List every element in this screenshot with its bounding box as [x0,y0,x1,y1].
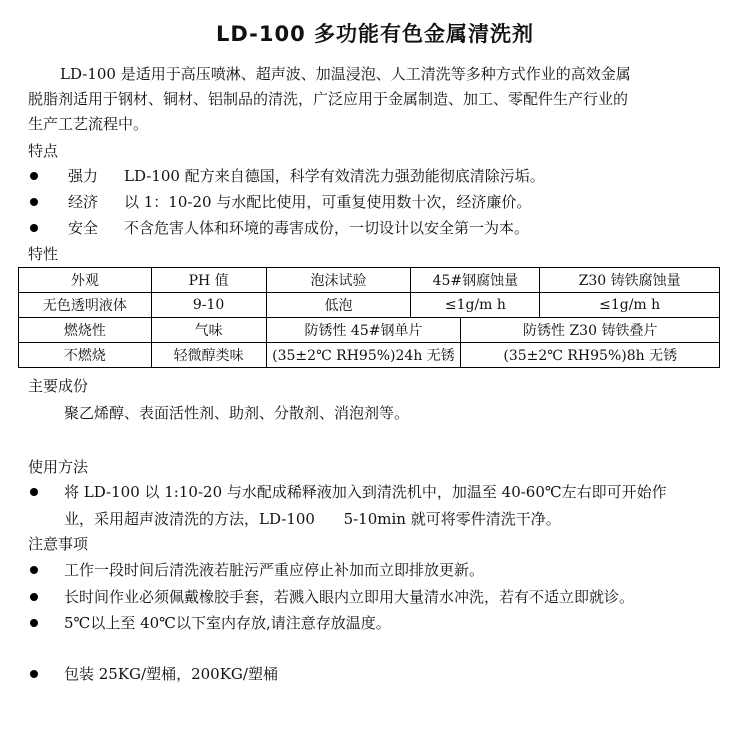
table-cell: 外观 [19,268,152,293]
feature-desc: 不含危害人体和环境的毒害成份，一切设计以安全第一为本。 [124,219,530,237]
table-cell: 45#钢腐蚀量 [411,268,540,293]
table-cell: 防锈性 45#钢单片 [266,318,461,343]
table-row [19,318,720,343]
table-cell: 低泡 [266,293,411,318]
feature-desc: LD-100 配方来自德国，科学有效清洗力强劲能彻底清除污垢。 [124,167,545,185]
properties-heading: 特性 [28,245,59,263]
table-cell: 泡沫试验 [266,268,411,293]
table-cell: ≤1g/m h [411,293,540,318]
usage-heading: 使用方法 [28,458,89,476]
feature-term: 强力 [68,167,99,185]
intro-line: LD-100 是适用于高压喷淋、超声波、加温浸泡、人工清洗等多种方式作业的高效金属 [60,65,631,83]
table-cell: 不燃烧 [19,343,152,368]
table-cell: 燃烧性 [19,318,152,343]
bullet-icon [30,172,38,180]
table-cell: (35±2℃ RH95%)8h 无锈 [461,343,720,368]
bullet-icon [30,593,38,601]
table-row [19,343,720,368]
properties-table [18,267,720,368]
table-cell: Z30 铸铁腐蚀量 [540,268,720,293]
table-cell: PH 值 [151,268,266,293]
table-row [19,268,720,293]
bullet-icon [30,488,38,496]
table-cell: (35±2℃ RH95%)24h 无锈 [266,343,461,368]
bullet-icon [30,566,38,574]
notes-heading: 注意事项 [28,535,89,553]
note-text: 5℃以上至 40℃以下室内存放,请注意存放温度。 [64,614,391,632]
intro-line: 生产工艺流程中。 [28,115,149,133]
note-text: 工作一段时间后清洗液若脏污严重应停止补加而立即排放更新。 [64,561,485,579]
bullet-icon [30,224,38,232]
table-cell: 气味 [151,318,266,343]
page-title: LD-100 多功能有色金属清洗剂 [215,22,535,46]
table-row [19,293,720,318]
composition-heading: 主要成份 [28,377,89,395]
features-heading: 特点 [28,142,59,160]
table-cell: 无色透明液体 [19,293,152,318]
feature-term: 经济 [68,193,99,211]
feature-term: 安全 [68,219,99,237]
table-cell: 防锈性 Z30 铸铁叠片 [461,318,720,343]
bullet-icon [30,198,38,206]
intro-line: 脱脂剂适用于钢材、铜材、铝制品的清洗，广泛应用于金属制造、加工、零配件生产行业的 [28,90,629,108]
table-cell: 轻微醇类味 [151,343,266,368]
usage-line: 业，采用超声波清洗的方法，LD-100 5-10min 就可将零件清洗干净。 [64,510,561,528]
bullet-icon [30,670,38,678]
feature-desc: 以 1：10-20 与水配比使用，可重复使用数十次，经济廉价。 [124,193,532,211]
note-text: 长时间作业必须佩戴橡胶手套，若溅入眼内立即用大量清水冲洗，若有不适立即就诊。 [64,588,635,606]
table-cell: ≤1g/m h [540,293,720,318]
composition-text: 聚乙烯醇、表面活性剂、助剂、分散剂、消泡剂等。 [64,404,410,422]
usage-line: 将 LD-100 以 1:10-20 与水配成稀释液加入到清洗机中，加温至 40-60℃左右即可开始作 [64,483,667,501]
table-cell: 9-10 [151,293,266,318]
packaging-text: 包装 25KG/塑桶，200KG/塑桶 [64,665,278,683]
bullet-icon [30,619,38,627]
